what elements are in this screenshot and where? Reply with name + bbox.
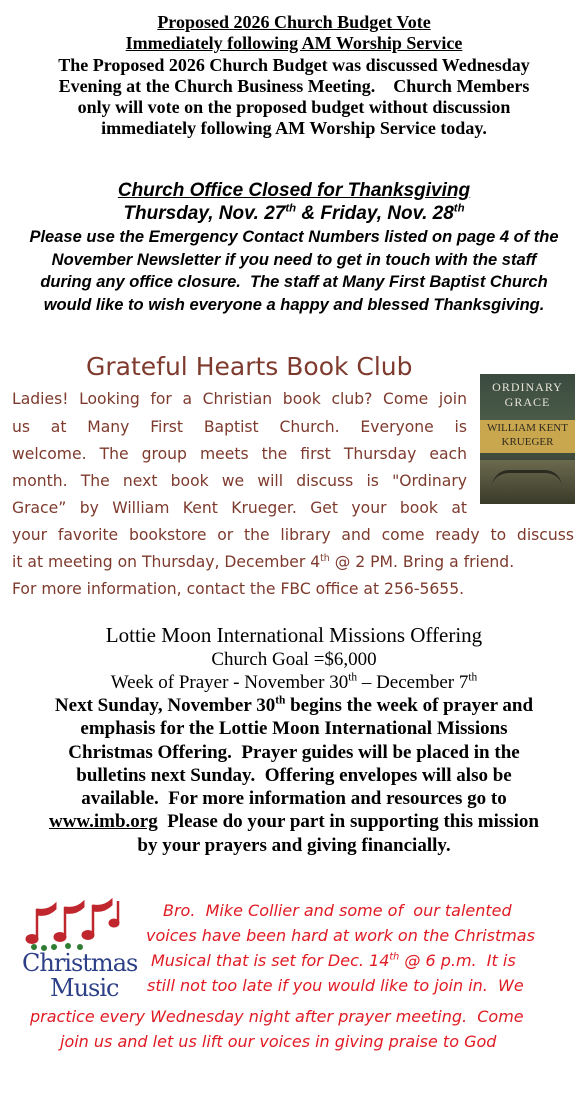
book-club-title: Grateful Hearts Book Club: [86, 352, 413, 381]
christmas-line: practice every Wednesday night after prayer meeting. Come: [30, 1007, 524, 1026]
book-club-line: month. The next book we will discuss is "Ordinary: [12, 472, 467, 490]
book-club-line: Grace” by William Kent Krueger. Get your book at: [12, 499, 467, 517]
office-body-line: would like to wish everyone a happy and blessed Thanksgiving.: [43, 295, 545, 314]
office-closed-title: Church Office Closed for Thanksgiving: [117, 180, 471, 201]
logo-word: Music: [50, 974, 119, 1002]
budget-body-line: Evening at the Church Business Meeting. Church Members: [58, 76, 530, 96]
christmas-line: still not too late if you would like to join in. We: [147, 976, 524, 995]
cover-title-line: GRACE: [504, 395, 551, 409]
office-body-line: Please use the Emergency Contact Numbers listed on page 4 of the: [29, 228, 559, 246]
christmas-line: voices have been hard at work on the Christmas: [146, 926, 535, 945]
christmas-line: join us and let us lift our voices in giving praise to God: [60, 1032, 497, 1051]
lottie-moon-section: [0, 622, 588, 857]
lottie-body-line: by your prayers and giving financially.: [137, 834, 451, 856]
budget-body-line: immediately following AM Worship Service today.: [101, 118, 487, 138]
christmas-line: Bro. Mike Collier and some of our talented: [163, 901, 512, 920]
lottie-body-line: www.imb.org Please do your part in supporting this mission: [48, 811, 540, 833]
lottie-body-line: Next Sunday, November 30th begins the week of prayer and: [54, 694, 534, 716]
book-club-line: your favorite bookstore or the library and come ready to discuss: [12, 526, 574, 544]
book-club-line: welcome. The group meets the first Thursday each: [12, 445, 467, 463]
book-club-line: us at Many First Baptist Church. Everyone is: [12, 418, 467, 436]
cover-bridge: [492, 470, 562, 487]
lottie-body-line: emphasis for the Lottie Moon International Missions: [80, 718, 508, 740]
lottie-body-line: available. For more information and resources go to: [81, 788, 507, 810]
week-of-prayer: Week of Prayer - November 30th – December 7th: [110, 671, 478, 693]
cover-title-line: ORDINARY: [492, 380, 563, 394]
date-sup: th: [453, 202, 465, 215]
date-friday: & Friday, Nov. 28: [296, 203, 454, 224]
budget-title: Proposed 2026 Church Budget Vote: [157, 12, 431, 32]
christmas-line: Musical that is set for Dec. 14th @ 6 p.m. It is: [151, 951, 516, 970]
logo-word: Christmas: [22, 949, 138, 977]
christmas-music-logo: [20, 895, 138, 1005]
budget-subtitle: Immediately following AM Worship Service: [125, 33, 463, 53]
office-closed-section: [0, 180, 588, 316]
imb-link[interactable]: www.imb.org: [48, 811, 158, 833]
book-cover-image: [480, 374, 575, 504]
book-club-line: Ladies! Looking for a Christian book club? Come join: [12, 390, 467, 408]
office-closed-dates: [0, 202, 588, 226]
office-body-line: November Newsletter if you need to get in touch with the staff: [51, 250, 537, 269]
cover-author-line: WILLIAM KENT: [487, 422, 568, 434]
lottie-moon-title: Lottie Moon International Missions Offering: [105, 623, 483, 647]
book-club-contact-line: For more information, contact the FBC office at 256-5655.: [12, 580, 465, 598]
budget-section: [0, 12, 588, 139]
date-sup: th: [285, 202, 297, 215]
lottie-body-line: bulletins next Sunday. Offering envelopes will also be: [76, 764, 512, 786]
book-club-line: it at meeting on Thursday, December 4th @ 2 PM. Bring a friend.: [12, 552, 515, 571]
lottie-body-line: Christmas Offering. Prayer guides will be placed in the: [68, 741, 520, 763]
music-notes-icon: [20, 895, 130, 955]
budget-body-line: The Proposed 2026 Church Budget was discussed Wednesday: [58, 55, 530, 75]
office-body-line: during any office closure. The staff at Many First Baptist Church: [40, 273, 548, 291]
budget-body-line: only will vote on the proposed budget without discussion: [77, 97, 511, 117]
date-thursday: Thursday, Nov. 27: [123, 203, 286, 224]
church-goal: Church Goal =$6,000: [211, 649, 377, 670]
cover-author-line: KRUEGER: [501, 436, 554, 448]
